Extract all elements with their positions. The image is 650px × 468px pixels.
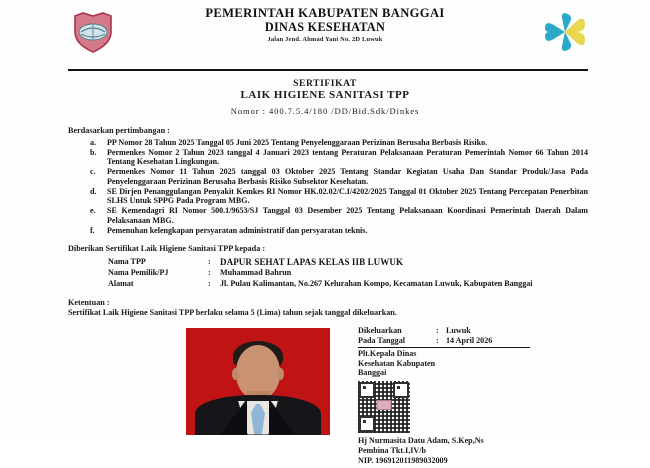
field-label: Alamat	[108, 278, 134, 288]
date-label: Pada Tanggal	[358, 335, 406, 345]
field-value-nama-tpp: DAPUR SEHAT LAPAS KELAS IIB LUWUK	[220, 257, 404, 268]
considerations-lead: Berdasarkan pertimbangan :	[68, 126, 170, 135]
signature-block	[358, 326, 590, 467]
department-name: DINAS KESEHATAN	[264, 20, 386, 34]
issued-value: Luwuk	[446, 325, 471, 335]
item-marker: a.	[90, 137, 97, 147]
item-text: Permenkes Nomor 2 Tahun 2023 tanggal 4 Januari 2023 tentang Peraturan Pelaksanaan Peraturan Pemerintah Nomor 66 Tahun 2014 Tentang Kesehatan Lingkungan.	[107, 147, 588, 167]
issued-date-row	[358, 336, 530, 348]
signer-rank: Pembina Tkt.I,IV/b	[358, 446, 426, 456]
signer-nip: NIP. 196912011989032009	[358, 456, 448, 466]
field-label: Nama TPP	[108, 257, 146, 267]
consideration-item	[90, 138, 588, 148]
considerations-list	[68, 138, 588, 236]
award-lead: Diberikan Sertifikat Laik Higiene Sanitasi TPP kepada :	[68, 244, 266, 254]
certificate-title-block	[0, 78, 650, 117]
letterhead	[0, 0, 650, 66]
title-sertifikat: SERTIFIKAT	[293, 78, 357, 89]
consideration-item	[90, 167, 588, 186]
terms-text: Sertifikat Laik Higiene Sanitasi TPP berlaku selama 5 (Lima) tahun sejak tanggal dikeluarkan.	[68, 308, 397, 318]
field-row-nama-tpp	[108, 257, 588, 267]
field-row-nama-pemilik	[108, 268, 588, 278]
field-colon: :	[208, 257, 211, 267]
signer-job-title	[358, 349, 590, 378]
item-text: Permenkes Nomor 11 Tahun 2025 tanggal 03 Oktober 2025 Tentang Standar Kegiatan Usaha Dan Standar Produk/Jasa Pada Penyelenggaraan Perizinan Berusaha Berbasis Risiko Subsektor Kesehatan.	[107, 167, 588, 186]
item-marker: b.	[90, 147, 97, 157]
award-fields	[68, 257, 588, 289]
considerations-section	[68, 126, 588, 235]
item-text: SE Dirjen Penanggulangan Penyakit Kemkes RI Nomor HK.02.02/C.I/4202/2025 Tanggal 01 Oktober 2025 Tentang Percepatan Penerbitan SLHS Untuk SPPG Pada Program MBG.	[107, 186, 588, 206]
field-colon: :	[208, 278, 211, 288]
job-title-line-3: Banggai	[358, 368, 387, 378]
field-value-nama-pemilik: Muhammad Bahrun	[220, 268, 292, 277]
date-value: 14 April 2026	[446, 335, 493, 345]
signer-name: Hj Nurmasita Datu Adam, S.Kep,Ns	[358, 436, 484, 446]
job-title-line-2: Kesehatan Kabupaten	[358, 358, 436, 368]
item-marker: d.	[90, 186, 97, 196]
issued-colon: :	[436, 325, 439, 335]
consideration-item	[90, 187, 588, 206]
item-marker: c.	[90, 167, 96, 177]
qr-finder-top-right	[393, 382, 409, 398]
consideration-item	[90, 226, 588, 236]
item-text: Pemenuhan kelengkapan persyaratan administratif dan persyaratan teknis.	[107, 225, 368, 235]
issued-label: Dikeluarkan	[358, 325, 402, 335]
signer-details	[358, 436, 590, 466]
item-marker: e.	[90, 206, 96, 216]
qr-center-stamp	[377, 400, 392, 410]
banggai-regency-crest-icon	[70, 10, 116, 54]
government-name: PEMERINTAH KABUPATEN BANGGAI	[205, 6, 445, 20]
item-text: SE Kemendagri RI Nomor 500.1/9653/SJ Tanggal 03 Desember 2025 Tentang Pelaksanaan Koordinasi Pemerintah Daerah Dalam Pelaksanaan MBG.	[107, 206, 588, 225]
terms-section	[68, 298, 588, 318]
office-address: Jalan Jend. Ahmad Yani No. 2D Luwuk	[267, 36, 383, 43]
item-marker: f.	[90, 225, 95, 235]
field-label: Nama Pemilik/PJ	[108, 268, 169, 277]
consideration-item	[90, 206, 588, 225]
certificate-number: Nomor : 400.7.5.4/180 /DD/Bid.Sdk/Dinkes	[230, 106, 420, 116]
qr-finder-bottom-left	[359, 416, 375, 432]
signature-zone	[0, 326, 650, 468]
field-value-alamat: Jl. Pulau Kalimantan, No.267 Kelurahan Kompo, Kecamatan Luwuk, Kabupaten Banggai	[220, 278, 533, 288]
item-text: PP Nomor 28 Tahun 2025 Tanggal 05 Juni 2025 Tentang Penyelenggaraan Perizinan Berusaha Berbasis Risiko.	[107, 137, 488, 147]
consideration-item	[90, 148, 588, 167]
photo-ear-left	[232, 368, 239, 380]
portrait-photo	[186, 328, 330, 435]
ministry-of-health-logo-icon	[542, 12, 588, 52]
field-row-alamat	[108, 279, 588, 289]
field-colon: :	[208, 268, 211, 277]
title-subject: LAIK HIGIENE SANITASI TPP	[240, 89, 410, 101]
qr-finder-top-left	[359, 382, 375, 398]
qr-code-icon	[358, 381, 410, 433]
header-divider	[68, 69, 588, 71]
terms-heading: Ketentuan :	[68, 298, 110, 308]
issued-place-row	[358, 326, 590, 336]
photo-ear-right	[277, 368, 284, 380]
job-title-line-1: Plt.Kepala Dinas	[358, 348, 417, 358]
date-colon: :	[436, 335, 439, 345]
